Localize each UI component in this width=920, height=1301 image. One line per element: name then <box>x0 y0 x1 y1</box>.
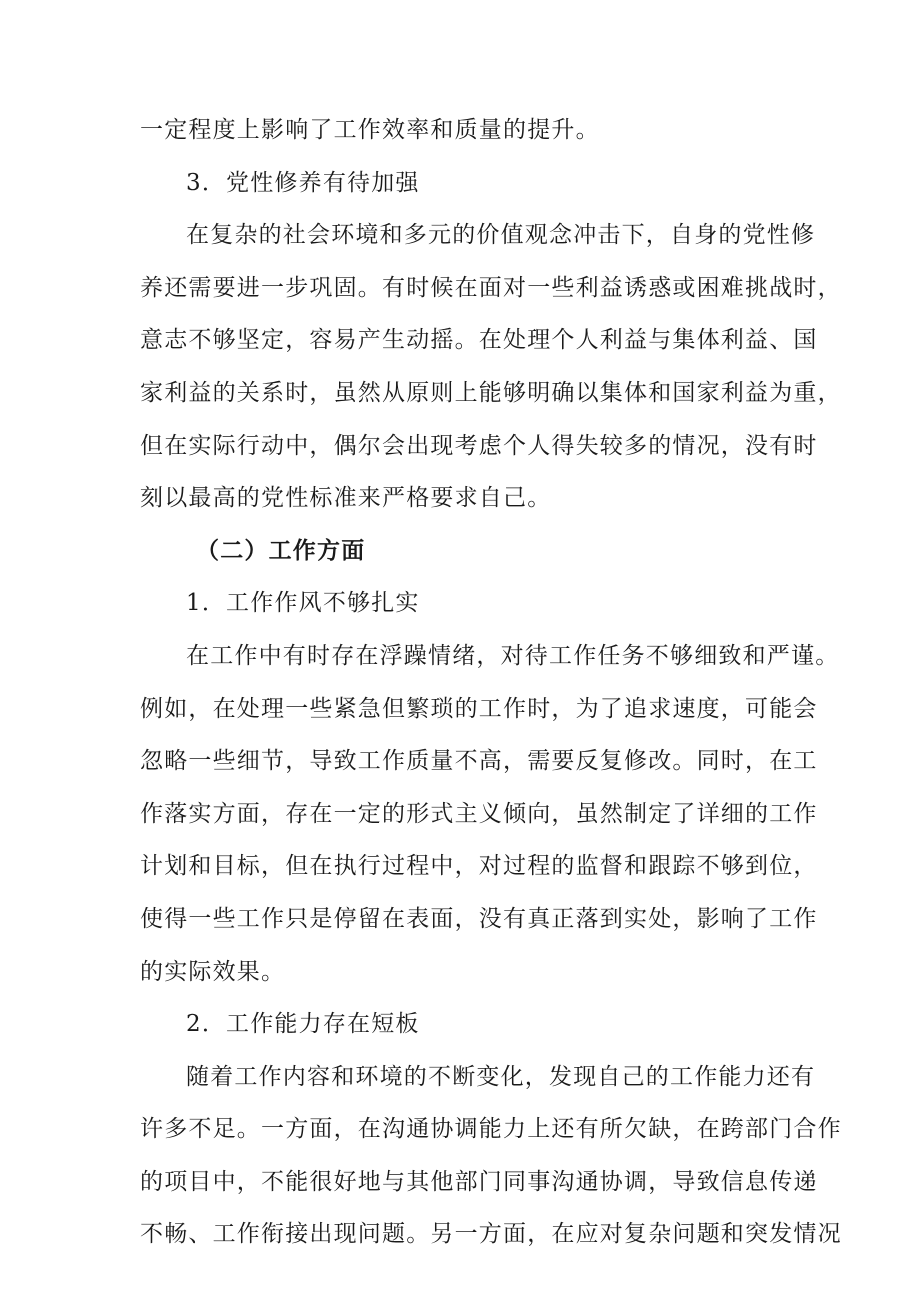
text-line: 在工作中有时存在浮躁情绪，对待工作任务不够细致和严谨。 <box>186 642 840 669</box>
text-line: 养还需要进一步巩固。有时候在面对一些利益诱惑或困难挑战时， <box>140 274 842 301</box>
text-line: 使得一些工作只是停留在表面，没有真正落到实处，影响了工作 <box>140 905 818 932</box>
text-line: 意志不够坚定，容易产生动摇。在处理个人利益与集体利益、国 <box>140 327 818 354</box>
subheading-work-ability <box>140 998 800 1051</box>
paragraph-party-cultivation <box>140 209 842 525</box>
paragraph-work-style <box>140 630 840 998</box>
text-line: 刻以最高的党性标准来严格要求自己。 <box>140 485 552 512</box>
paragraph-work-ability <box>140 1051 842 1261</box>
text-line: 的实际效果。 <box>140 958 286 985</box>
document-body <box>140 104 842 1261</box>
text-line: 例如，在处理一些紧急但繁琐的工作时，为了追求速度，可能会 <box>140 695 818 722</box>
text-line: 作落实方面，存在一定的形式主义倾向，虽然制定了详细的工作 <box>140 800 818 827</box>
text-line: 1．工作作风不够扎实 <box>186 590 420 617</box>
text-line: 的项目中，不能很好地与其他部门同事沟通协调，导致信息传递 <box>140 1168 818 1195</box>
text-line: 家利益的关系时，虽然从原则上能够明确以集体和国家利益为重， <box>140 379 842 406</box>
text-line: 忽略一些细节，导致工作质量不高，需要反复修改。同时，在工 <box>140 748 818 775</box>
text-line: 随着工作内容和环境的不断变化，发现自己的工作能力还有 <box>186 1063 816 1090</box>
text-line: 一定程度上影响了工作效率和质量的提升。 <box>140 117 600 143</box>
text-line: 不畅、工作衔接出现问题。另一方面，在应对复杂问题和突发情况 <box>140 1221 842 1248</box>
text-line: 在复杂的社会环境和多元的价值观念冲击下，自身的党性修 <box>186 222 816 249</box>
section-heading-work <box>140 525 800 578</box>
text-line: 计划和目标，但在执行过程中，对过程的监督和跟踪不够到位， <box>140 853 818 880</box>
text-line: 许多不足。一方面，在沟通协调能力上还有所欠缺，在跨部门合作 <box>140 1116 842 1143</box>
text-line: 2．工作能力存在短板 <box>186 1011 420 1038</box>
text-line: 3．党性修养有待加强 <box>186 169 420 196</box>
paragraph-continuation <box>140 104 800 157</box>
text-line: 但在实际行动中，偶尔会出现考虑个人得失较多的情况，没有时 <box>140 432 818 459</box>
subheading-work-style <box>140 577 800 630</box>
subheading-party-cultivation <box>140 157 800 210</box>
text-line: （二）工作方面 <box>196 537 366 564</box>
